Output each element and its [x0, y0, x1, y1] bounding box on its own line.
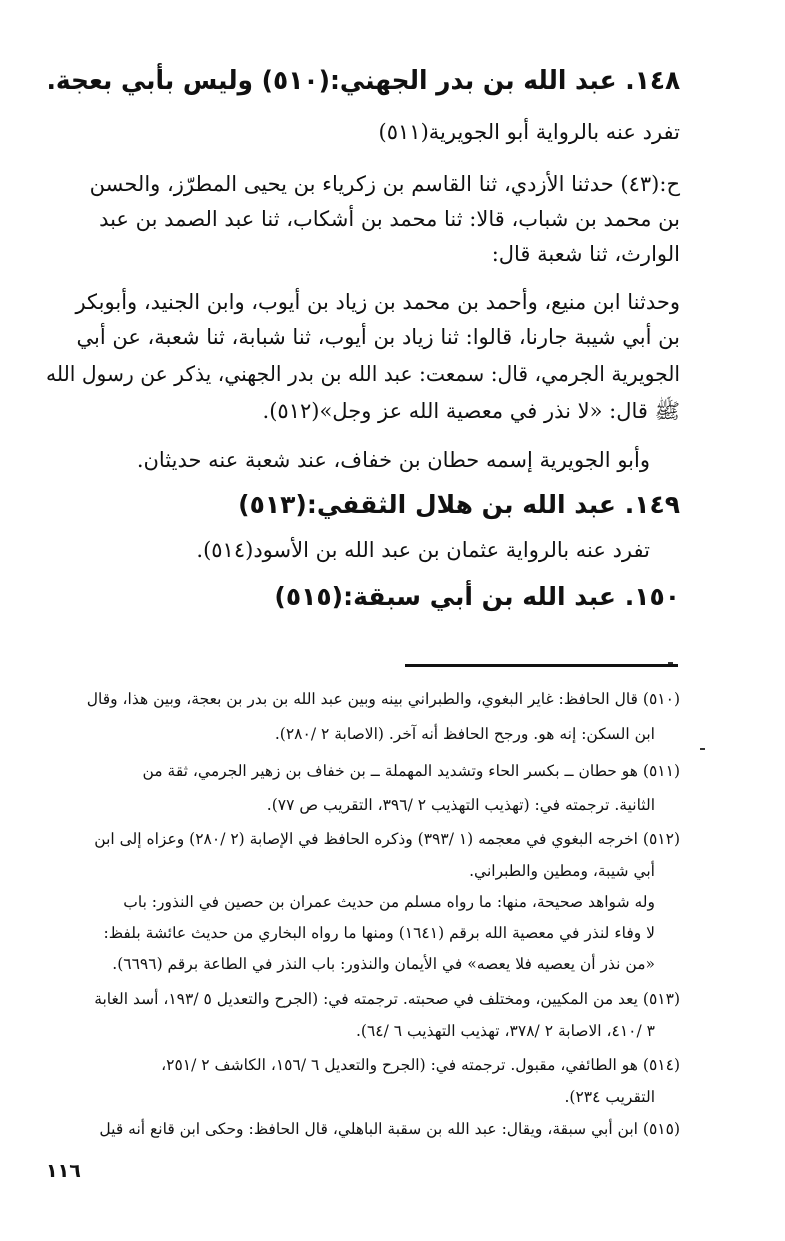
hadith-line-6: الجويرية الجرمي، قال: سمعت: عبد الله بن بدر الجهني، يذكر عن رسول الله: [45, 362, 680, 386]
entry-line-148: تفرد عنه بالرواية أبو الجويرية(٥١١): [378, 120, 680, 144]
hadith-line-1: ح:(٤٣) حدثنا الأزدي، ثنا القاسم بن زكرياء بن يحيى المطرّز، والحسن: [89, 172, 680, 196]
footnote-512-line-5: «من نذر أن يعصيه فلا يعصه» في الأيمان والنذور: باب النذر في الطاعة برقم (٦٦٩٦).: [112, 955, 655, 973]
footnote-515-line-1: (٥١٥) ابن أبي سبقة، ويقال: عبد الله بن سقبة الباهلي، قال الحافظ: وحكى ابن قانع أنه قيل: [99, 1120, 680, 1138]
footnote-512-line-1: (٥١٢) اخرجه البغوي في معجمه (١ /٣٩٣) وذكره الحافظ في الإصابة (٢ /٢٨٠) وعزاه إلى ابن: [94, 830, 680, 848]
entry-heading-150: ١٥٠. عبد الله بن أبي سبقة:(٥١٥): [274, 582, 680, 611]
footnote-510-line-1: (٥١٠) قال الحافظ: غاير البغوي، والطبراني بينه وبين عبد الله بن بدر بن بعجة، وبين هذا، وقال: [86, 690, 680, 708]
footnote-512-line-4: لا وفاء لنذر في معصية الله برقم (١٦٤١) ومنها ما رواه البخاري من حديث عائشة بلفظ:: [103, 924, 655, 942]
scan-speck: [700, 748, 705, 750]
entry-line-149: تفرد عنه بالرواية عثمان بن عبد الله بن الأسود(٥١٤).: [196, 538, 650, 562]
hadith-line-5: بن أبي شيبة جارنا، قالوا: ثنا زياد بن أيوب، ثنا شبابة، ثنا شعبة، عن أبي: [76, 325, 680, 349]
hadith-line-4: وحدثنا ابن منيع، وأحمد بن محمد بن زياد بن أيوب، وابن الجنيد، وأبوبكر: [75, 290, 680, 314]
note-line: وأبو الجويرية إسمه حطان بن خفاف، عند شعبة عنه حديثان.: [136, 448, 650, 472]
footnote-512-line-3: وله شواهد صحيحة، منها: ما رواه مسلم من حديث عمران بن حصين في النذور: باب: [123, 893, 655, 911]
footnote-510-line-2: ابن السكن: إنه هو. ورجح الحافظ أنه آخر. (الاصابة ٢ /٢٨٠).: [274, 725, 655, 743]
scan-speck: [668, 662, 673, 664]
entry-heading-148: ١٤٨. عبد الله بن بدر الجهني:(٥١٠) وليس بأبي بعجة.: [46, 66, 680, 96]
footnote-511-line-1: (٥١١) هو حطان ــ بكسر الحاء وتشديد المهملة ــ بن خفاف بن زهير الجرمي، ثقة من: [142, 762, 680, 780]
footnote-511-line-2: الثانية. ترجمته في: (تهذيب التهذيب ٢ /٣٩٦، التقريب ص ٧٧).: [266, 796, 655, 814]
hadith-line-2: بن محمد بن شباب، قالا: ثنا محمد بن أشكاب، ثنا عبد الصمد بن عبد: [99, 207, 680, 231]
footnote-513-line-2: ٣ /٤١٠، الاصابة ٢ /٣٧٨، تهذيب التهذيب ٦ /٦٤).: [355, 1022, 655, 1040]
footnote-514-line-2: التقريب ٢٣٤).: [564, 1088, 655, 1106]
footnote-separator: [405, 664, 678, 667]
hadith-line-7: ﷺ قال: «لا نذر في معصية الله عز وجل»(٥١٢).: [262, 399, 680, 423]
entry-heading-149: ١٤٩. عبد الله بن هلال الثقفي:(٥١٣): [238, 490, 680, 519]
page-number: ١١٦: [46, 1160, 81, 1182]
hadith-line-3: الوارث، ثنا شعبة قال:: [491, 242, 680, 266]
footnote-514-line-1: (٥١٤) هو الطائفي، مقبول. ترجمته في: (الجرح والتعديل ٦ /١٥٦، الكاشف ٢ /٢٥١،: [161, 1056, 680, 1074]
footnote-513-line-1: (٥١٣) يعد من المكيين، ومختلف في صحبته. ترجمته في: (الجرح والتعديل ٥ /١٩٣، أسد الغابة: [94, 990, 680, 1008]
footnote-512-line-2: أبي شيبة، ومطين والطبراني.: [469, 862, 655, 880]
